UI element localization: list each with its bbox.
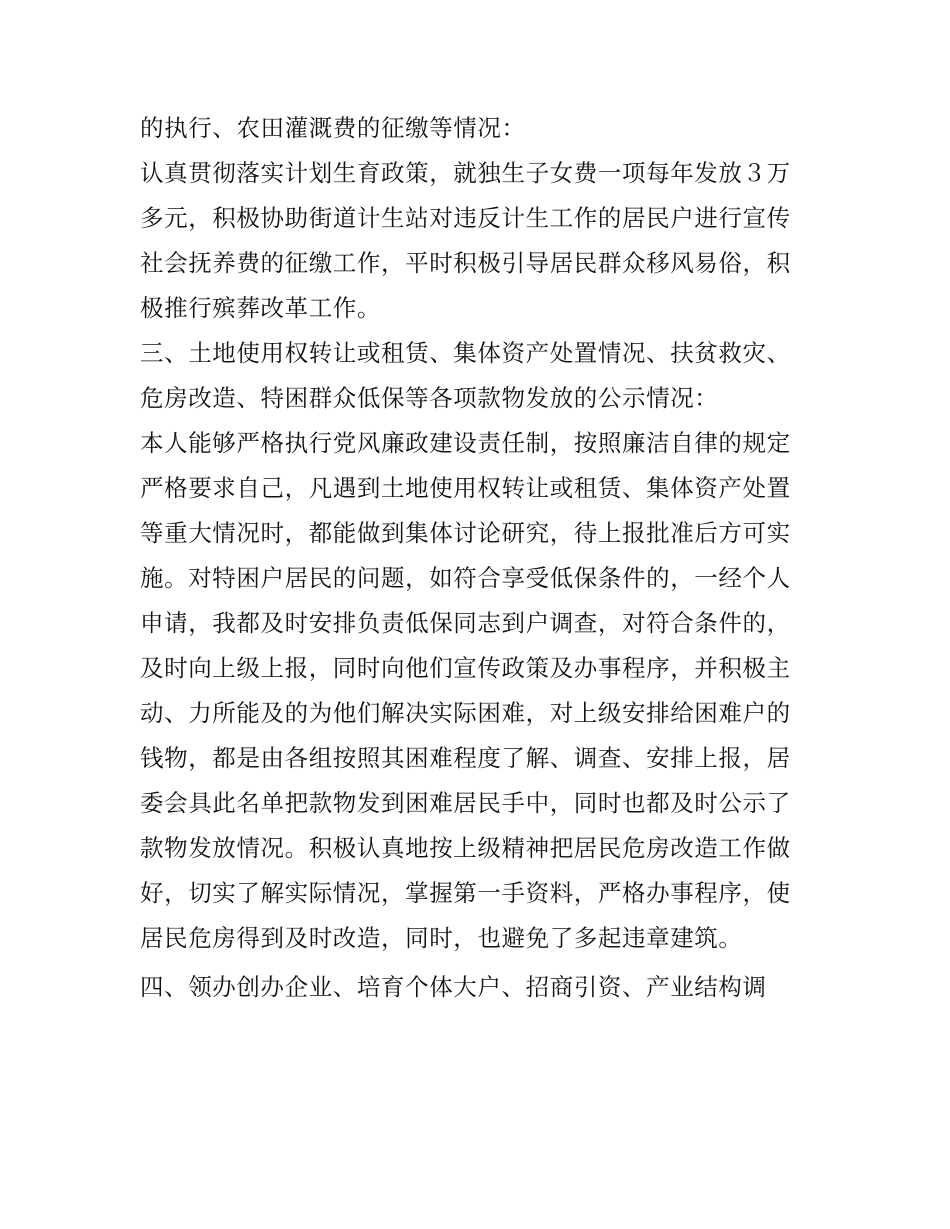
text-line: 动、力所能及的为他们解决实际困难，对上级安排给困难户的 bbox=[140, 699, 791, 727]
section-heading-line: 危房改造、特困群众低保等各项款物发放的公示情况： bbox=[140, 384, 719, 412]
text-line: 申请，我都及时安排负责低保同志到户调查，对符合条件的， bbox=[140, 609, 791, 637]
section-heading-line: 三、土地使用权转让或租赁、集体资产处置情况、扶贫救灾、 bbox=[140, 339, 791, 367]
text-line: 社会抚养费的征缴工作，平时积极引导居民群众移风易俗，积 bbox=[140, 249, 791, 277]
text-line: 好，切实了解实际情况，掌握第一手资料，严格办事程序，使 bbox=[140, 879, 791, 907]
text-line: 委会具此名单把款物发到困难居民手中，同时也都及时公示了 bbox=[140, 789, 791, 817]
text-line: 本人能够严格执行党风廉政建设责任制，按照廉洁自律的规定 bbox=[140, 429, 791, 457]
body-text bbox=[140, 106, 820, 1010]
text-line: 款物发放情况。积极认真地按上级精神把居民危房改造工作做 bbox=[140, 834, 791, 862]
text-line: 认真贯彻落实计划生育政策，就独生子女费一项每年发放３万 bbox=[140, 159, 791, 187]
text-line: 施。对特困户居民的问题，如符合享受低保条件的，一经个人 bbox=[140, 564, 791, 592]
section-heading-line: 四、领办创办企业、培育个体大户、招商引资、产业结构调 bbox=[140, 973, 767, 1001]
text-line: 的执行、农田灌溉费的征缴等情况： bbox=[140, 114, 526, 142]
text-line: 钱物，都是由各组按照其困难程度了解、调查、安排上报，居 bbox=[140, 744, 791, 772]
text-line: 多元，积极协助街道计生站对违反计生工作的居民户进行宣传 bbox=[140, 204, 791, 232]
text-line: 严格要求自己，凡遇到土地使用权转让或租赁、集体资产处置 bbox=[140, 474, 791, 502]
text-line: 极推行殡葬改革工作。 bbox=[140, 294, 381, 322]
text-line: 居民危房得到及时改造，同时，也避免了多起违章建筑。 bbox=[140, 924, 743, 952]
text-line: 等重大情况时，都能做到集体讨论研究，待上报批准后方可实 bbox=[140, 519, 791, 547]
text-line: 及时向上级上报，同时向他们宣传政策及办事程序，并积极主 bbox=[140, 654, 791, 682]
